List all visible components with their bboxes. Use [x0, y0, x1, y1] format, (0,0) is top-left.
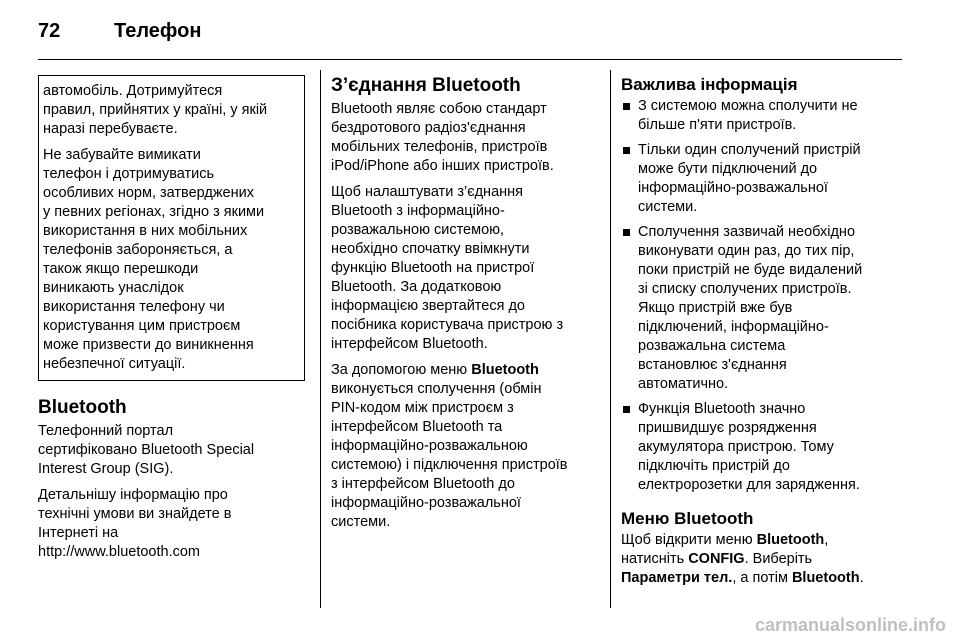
- important-info-list: [621, 97, 907, 495]
- p3-text-a: За допомогою меню: [331, 362, 472, 378]
- list-item: Сполучення зазвичай необхідно виконувати один раз, до тих пір, поки пристрій не буде видалений зі списку сполучених пристроїв. Якщо пристрій вже був підключений, інформаційно- розважальна система встановлює з'єднання автоматично.: [621, 223, 907, 394]
- bluetooth-paragraph-1: сертифіковано Bluetooth Special Interest Group (SIG).: [38, 442, 255, 477]
- bullet-square-icon: [623, 103, 630, 110]
- column-divider-2: [610, 70, 611, 608]
- bullet-square-icon: [623, 229, 630, 236]
- connection-paragraph-2: Щоб налаштувати з’єднання Bluetooth з інформаційно- розважальною системою, необхідно спочатку ввімкнути функцію Bluetooth на пристрої Bluetooth. За додатковою інформацією звертайтеся до посібника користувача пристрою з інтерфейсом Bluetooth.: [331, 184, 564, 352]
- bluetooth-term-2: Bluetooth: [791, 570, 860, 586]
- header-rule: [38, 59, 902, 60]
- bluetooth-menu-term: Bluetooth: [471, 362, 539, 378]
- watermark: carmanualsonline.info: [754, 615, 946, 635]
- connection-paragraph-1: Bluetooth являє собою стандарт бездротового радіоз'єднання мобільних телефонів, пристроїв iPod/iPhone або інших пристроїв.: [331, 101, 554, 174]
- list-item: Функція Bluetooth значно пришвидшує розрядження акумулятора пристрою. Тому підключіть пристрій до електророзетки для зарядження.: [621, 400, 907, 495]
- page-number: 72: [38, 20, 61, 42]
- safety-note-box: [38, 75, 305, 381]
- bluetooth-menu-paragraph: Щоб відкрити меню Bluetooth, натисніть CONFIG. Виберіть Параметри тел., а потім Bluetooth.: [621, 532, 864, 586]
- column-middle: [331, 75, 603, 539]
- column-left: [38, 75, 306, 569]
- list-item: З системою можна сполучити не більше п'яти пристроїв.: [621, 97, 907, 135]
- list-item: Тільки один сполучений пристрій може бути підключений до інформаційно-розважальної системи.: [621, 141, 907, 217]
- bullet-square-icon: [623, 147, 630, 154]
- note-paragraph-1: автомобіль. Дотримуйтеся правил, прийнятих у країні, у якій наразі перебуваєте.: [43, 83, 268, 137]
- config-term: CONFIG: [688, 551, 745, 567]
- page-title: Телефон: [114, 20, 202, 42]
- phone-settings-term: Параметри тел.: [621, 570, 733, 586]
- note-paragraph-2: Не забувайте вимикати телефон і дотримуватись особливих норм, затверджених у певних регіонах, згідно з якими використання в них мобільних телефонів забороняється, а також якщо перешкоди виникають унаслідок використання телефону чи користування цим пристроєм може призвести до виникнення небезпечної ситуації.: [43, 147, 265, 372]
- bluetooth-menu-heading: Меню Bluetooth: [621, 509, 754, 528]
- column-divider-1: [320, 70, 321, 608]
- connection-heading: З’єднання Bluetooth: [331, 75, 521, 96]
- bluetooth-heading: Bluetooth: [38, 397, 127, 418]
- bluetooth-paragraph-2: Детальнішу інформацію про технічні умови ви знайдете в Інтернеті на http://www.bluetooth.com: [38, 487, 232, 560]
- bluetooth-subheading: Телефонний портал: [38, 423, 174, 439]
- p3-text-b: виконується сполучення (обмін PIN-кодом між пристроєм з інтерфейсом Bluetooth та інформаційно-розважальною системою) і підключення пристроїв з інтерфейсом Bluetooth до інформаційно-розважальної системи.: [331, 381, 568, 530]
- connection-paragraph-3: [331, 361, 603, 532]
- column-right: [621, 75, 907, 595]
- bullet-square-icon: [623, 406, 630, 413]
- important-info-heading: Важлива інформація: [621, 75, 798, 94]
- bluetooth-term: Bluetooth: [756, 532, 825, 548]
